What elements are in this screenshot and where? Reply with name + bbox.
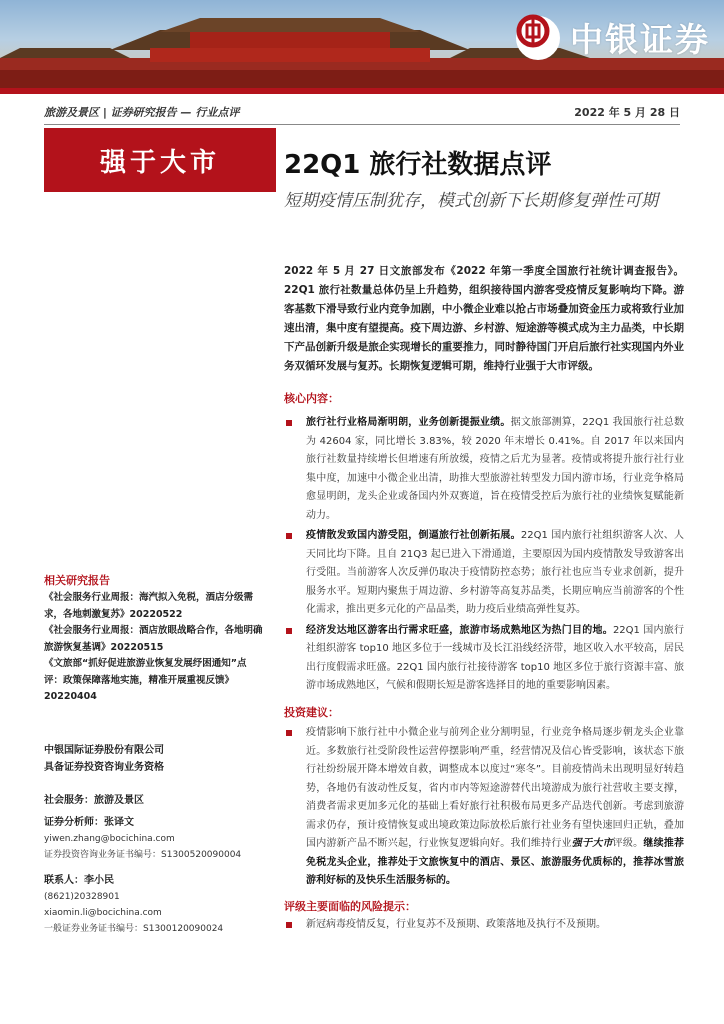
company-qualification: 具备证券投资咨询业务资格 [44, 762, 164, 773]
advice-text-after: 评级。 [612, 838, 644, 849]
list-item [284, 724, 684, 891]
boc-logo-icon [516, 16, 560, 60]
report-category: 旅游及景区 | 证券研究报告 — 行业点评 [44, 106, 240, 119]
related-reports [44, 590, 264, 706]
company-info [44, 742, 264, 776]
report-subtitle: 短期疫情压制犹存，模式创新下长期修复弹性可期 [284, 191, 658, 211]
sector-label: 社会服务：旅游及景区 [44, 795, 144, 806]
risk-heading: 评级主要面临的风险提示： [284, 900, 416, 913]
contact-phone: (8621)20328901 [44, 892, 120, 902]
divider [44, 124, 680, 125]
rating-badge: 强于大市 [44, 128, 276, 192]
brand-logo [516, 14, 710, 61]
company-name: 中银国际证券股份有限公司 [44, 745, 164, 756]
analyst-info [44, 814, 264, 863]
bullet-icon [286, 730, 292, 736]
related-report-link[interactable]: 《社会服务行业周报：酒店放眼战略合作，各地明确旅游恢复基调》20220515 [44, 625, 263, 653]
contact-email[interactable]: xiaomin.li@bocichina.com [44, 908, 162, 918]
related-heading: 相关研究报告 [44, 574, 110, 587]
analyst-name: 证券分析师：张译文 [44, 817, 134, 828]
summary-paragraph: 2022 年 5 月 27 日文旅部发布《2022 年第一季度全国旅行社统计调查报告》。22Q1 旅行社数量总体仍呈上升趋势，组织接待国内游客受疫情反复影响均下降。游客基数下滑导致行业内竞争加剧，中小微企业难以抢占市场叠加资金压力或将致行业加速出清，集中度有望提高。疫下周边游、乡村游、短途游等模式成为主力品类，中长期下产品创新升级是旅企实现增长的重要推力，同时静待国门开启后旅行社实现国内外业务双循环发展与复苏。长期恢复逻辑可期，维持行业强于大市评级。 [284, 265, 684, 372]
list-item [284, 622, 684, 696]
bullet-icon [286, 922, 292, 928]
contact-name: 联系人：李小民 [44, 875, 114, 886]
contact-license: 一般证券业务证书编号：S1300120090024 [44, 924, 224, 934]
contact-info [44, 872, 264, 937]
item-lead: 疫情散发致国内游受阻，倒逼旅行社创新拓展。 [306, 530, 521, 541]
item-text: 据文旅部测算，22Q1 我国旅行社总数为 42604 家，同比增长 3.83%，较 2020 年末增长 0.41%。自 2017 年以来国内旅行社数量持续增长但增速有所放缓，疫情之后尤为显著。疫情或将提升旅行社行业集中度，加速中小微企业出清，助推大型旅游社转型发力国内游市场，行业竞争格局愈显明朗，龙头企业或备国内外双赛道，旨在疫情受控后为旅行社的业绩恢复赋能新动力。 [306, 417, 684, 521]
report-date: 2022 年 5 月 28 日 [574, 106, 680, 119]
item-text: 22Q1 国内旅行社组织游客人次、人天同比均下降。且自 21Q3 起已进入下滑通道，主要原因为国内疫情散发导致游客出行受阻。当前游客人次反弹仍取决于疫情防控态势；旅行社也应当专业求创新，提升服务水平。短期内聚焦于周边游、乡村游等高复苏品类，长期应响应当前游客的个性化需求，推出更多元化的产品品类，助力疫后业绩高弹性复苏。 [306, 530, 685, 615]
bullet-icon [286, 533, 292, 539]
risk-text: 新冠病毒疫情反复，行业复苏不及预期、政策落地及执行不及预期。 [306, 919, 606, 930]
advice-recommend: 继续推荐免税龙头企业，推荐处于文旅恢复中的酒店、景区、旅游服务优质标的，推荐冰雪旅游利好标的及快乐生活服务标的。 [306, 838, 685, 886]
analyst-email[interactable]: yiwen.zhang@bocichina.com [44, 834, 175, 844]
core-heading: 核心内容： [284, 392, 339, 405]
header-red-bar [0, 88, 724, 94]
item-lead: 经济发达地区游客出行需求旺盛，旅游市场成熟地区为热门目的地。 [306, 624, 613, 636]
related-report-link[interactable]: 《社会服务行业周报：海汽拟入免税，酒店分级需求，各地刺激复苏》20220522 [44, 592, 254, 620]
advice-rating: 强于大市 [571, 838, 613, 849]
brand-name: 中银证券 [570, 20, 710, 59]
advice-text: 疫情影响下旅行社中小微企业与前列企业分割明显，行业竞争格局逐步朝龙头企业靠近。多数旅行社受阶段性运营停摆影响严重，经营情况及信心皆受影响，该状态下旅行社纷纷展开降本增效自救，调整成本以度过“寒冬”。目前疫情尚未出现明显好转趋势，各地仍有波动性反复，省内市内等短途游替代出境游成为旅行社营收主要支撑，消费者需求更加多元化的基础上看好旅行社积极布局更多产品迭代创新。考虑到旅游需求仍存，预计疫情恢复或出境政策边际放松后旅行社业务有望快速回归正轨，叠加国内游新产品不断兴起，行业恢复逻辑向好。我们维持行业 [306, 727, 684, 849]
risk-list [284, 916, 684, 935]
analyst-license: 证券投资咨询业务证书编号：S1300520090004 [44, 850, 242, 860]
bullet-icon [286, 420, 292, 426]
related-report-link[interactable]: 《文旅部“抓好促进旅游业恢复发展纾困通知”点评：政策保障落地实施，精准开展重视反馈》20220404 [44, 658, 247, 702]
list-item [284, 527, 684, 620]
core-list [284, 414, 684, 696]
header-banner [0, 0, 724, 88]
advice-list [284, 724, 684, 891]
list-item [284, 414, 684, 525]
list-item [284, 916, 684, 935]
advice-heading: 投资建议： [284, 706, 339, 719]
bullet-icon [286, 628, 292, 634]
item-lead: 旅行社行业格局渐明朗，业务创新提振业绩。 [306, 417, 511, 428]
report-title: 22Q1 旅行社数据点评 [284, 150, 552, 180]
item-text: 22Q1 国内旅行社组织游客 top10 地区多位于一线城市及长江沿线经济带，地区收入水平较高，居民出行度假需求旺盛。22Q1 国内旅行社接待游客 top10 地区多位于旅行资源丰富、旅游市场成熟地区，气候和假期长短是游客选择目的地的重要影响因素。 [306, 624, 684, 691]
